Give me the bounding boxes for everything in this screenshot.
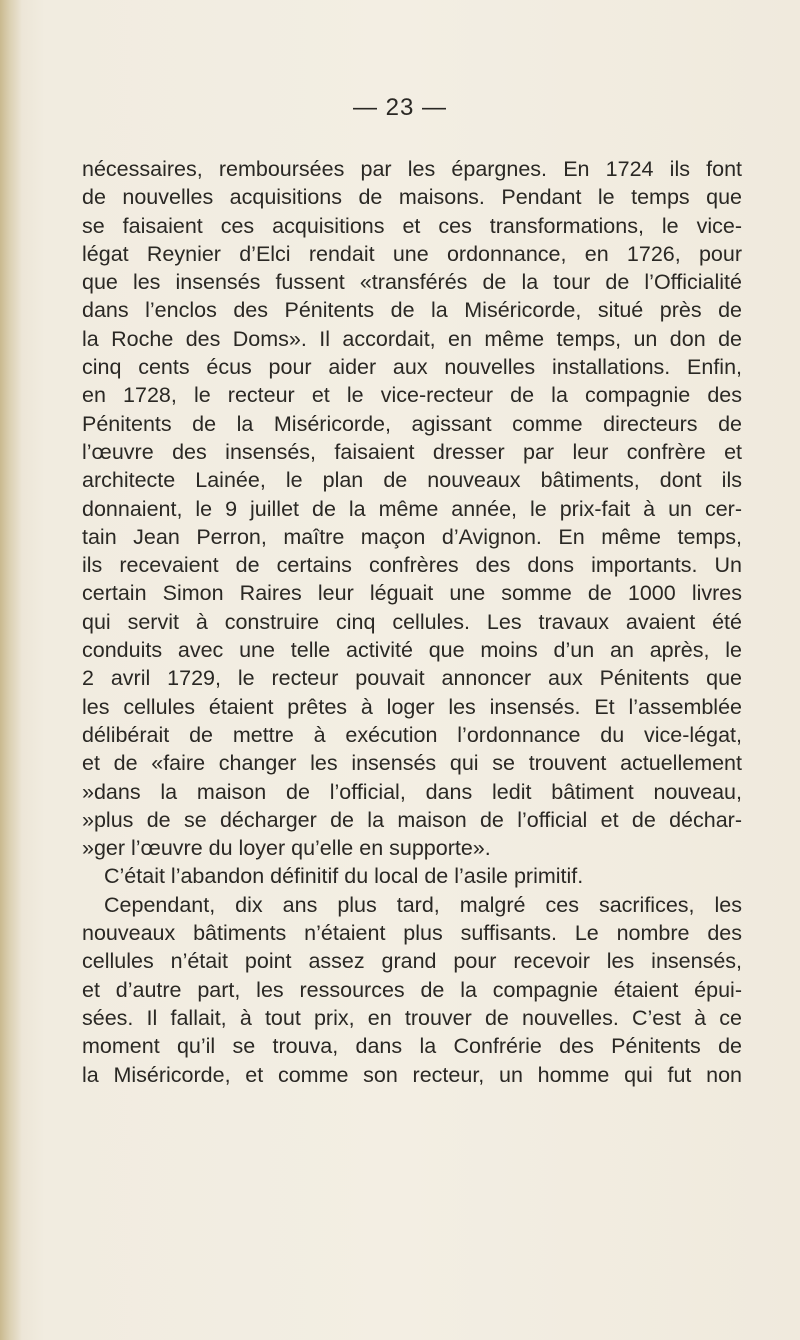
text-line: cinq cents écus pour aider aux nouvelles installations. Enfin, bbox=[82, 355, 742, 380]
text-line: et de «faire changer les insensés qui se trouvent actuellement bbox=[82, 751, 742, 776]
text-line: tain Jean Perron, maître maçon d’Avignon. En même temps, bbox=[82, 524, 742, 549]
text-line: 2 avril 1729, le recteur pouvait annoncer aux Pénitents que bbox=[82, 666, 742, 691]
text-line: de nouvelles acquisitions de maisons. Pendant le temps que bbox=[82, 185, 742, 210]
text-line: légat Reynier d’Elci rendait une ordonnance, en 1726, pour bbox=[82, 241, 742, 266]
text-line: sées. Il fallait, à tout prix, en trouver de nouvelles. C’est à ce bbox=[82, 1005, 742, 1030]
text-line: que les insensés fussent «transférés de la tour de l’Officialité bbox=[82, 270, 742, 295]
text-line: nécessaires, remboursées par les épargnes. En 1724 ils font bbox=[82, 157, 742, 181]
text-line: la Miséricorde, et comme son recteur, un homme qui fut non bbox=[82, 1062, 742, 1087]
text-line: se faisaient ces acquisitions et ces transformations, le vice- bbox=[82, 213, 742, 238]
text-line: en 1728, le recteur et le vice-recteur de la compagnie des bbox=[82, 383, 742, 408]
text-line: »dans la maison de l’official, dans ledit bâtiment nouveau, bbox=[82, 779, 742, 804]
text-line: dans l’enclos des Pénitents de la Miséricorde, situé près de bbox=[82, 298, 742, 323]
text-line: certain Simon Raires leur léguait une somme de 1000 livres bbox=[82, 581, 742, 606]
text-line: les cellules étaient prêtes à loger les insensés. Et l’assemblée bbox=[82, 694, 742, 719]
text-line: »ger l’œuvre du loyer qu’elle en supporte». bbox=[82, 836, 491, 861]
text-line: la Roche des Doms». Il accordait, en même temps, un don de bbox=[82, 326, 742, 351]
text-line: Pénitents de la Miséricorde, agissant comme directeurs de bbox=[82, 411, 742, 436]
text-line: moment qu’il se trouva, dans la Confrérie des Pénitents de bbox=[82, 1034, 742, 1059]
text-line: nouveaux bâtiments n’étaient plus suffisants. Le nombre des bbox=[82, 921, 742, 946]
text-line: donnaient, le 9 juillet de la même année, le prix-fait à un cer- bbox=[82, 496, 742, 521]
body-text bbox=[82, 155, 742, 1089]
text-line: l’œuvre des insensés, faisaient dresser par leur confrère et bbox=[82, 439, 742, 464]
text-line: délibérait de mettre à exécution l’ordonnance du vice-légat, bbox=[82, 722, 742, 747]
text-line: C’était l’abandon définitif du local de l’asile primitif. bbox=[104, 864, 584, 889]
page-number: — 23 — bbox=[352, 94, 448, 121]
text-line: ils recevaient de certains confrères des dons importants. Un bbox=[82, 553, 742, 578]
text-line: architecte Lainée, le plan de nouveaux bâtiments, dont ils bbox=[82, 468, 742, 493]
text-line: Cependant, dix ans plus tard, malgré ces sacrifices, les bbox=[104, 892, 742, 917]
text-line: cellules n’était point assez grand pour recevoir les insensés, bbox=[82, 949, 742, 974]
text-line: »plus de se décharger de la maison de l’official et de déchar- bbox=[82, 807, 742, 832]
text-line: et d’autre part, les ressources de la compagnie étaient épui- bbox=[82, 977, 742, 1002]
text-line: conduits avec une telle activité que moins d’un an après, le bbox=[82, 638, 742, 663]
page-binding-shadow bbox=[0, 0, 22, 1340]
text-line: qui servit à construire cinq cellules. Les travaux avaient été bbox=[82, 609, 742, 634]
